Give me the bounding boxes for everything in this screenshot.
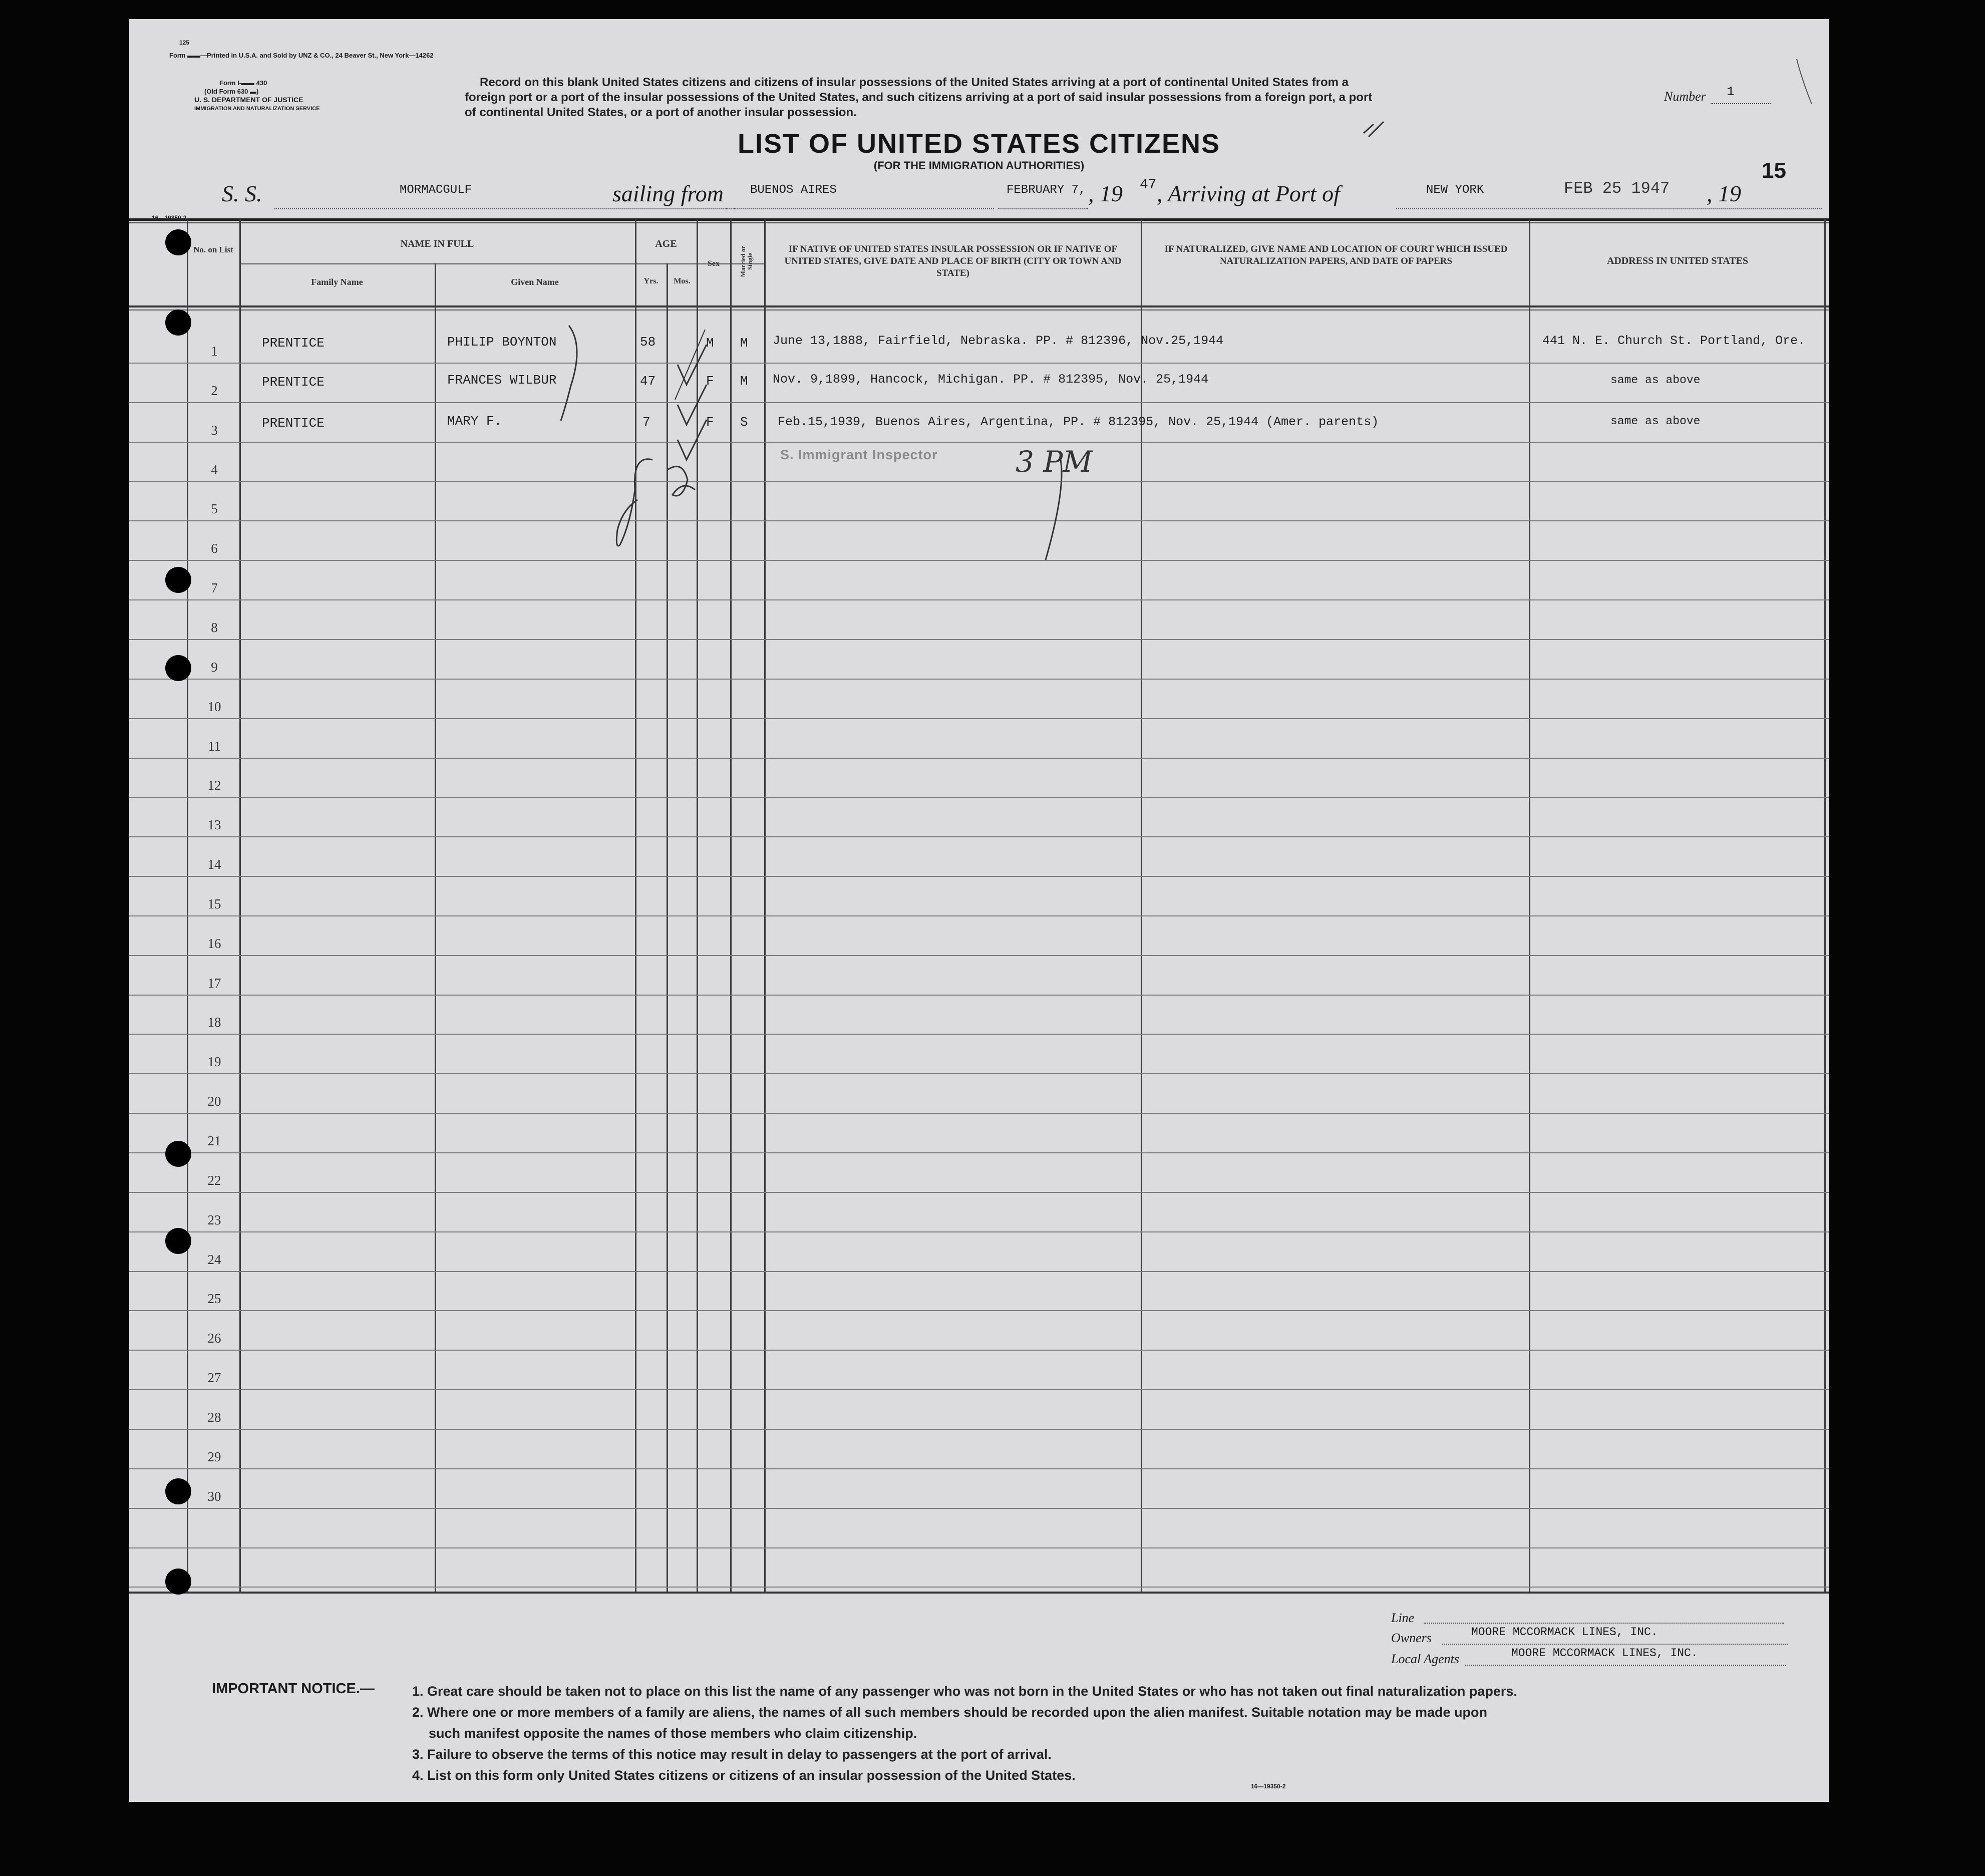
row-number: 3 (211, 423, 218, 438)
punch-hole (165, 1569, 191, 1595)
col-family-name: Family Name (311, 277, 363, 287)
row-rule (129, 836, 1829, 837)
row-number: 23 (207, 1212, 221, 1227)
row-number: 26 (207, 1331, 221, 1346)
line-label: Line (1391, 1611, 1415, 1625)
row-number: 19 (207, 1054, 221, 1069)
ss-label: S. S. (222, 181, 262, 206)
row-number: 28 (207, 1410, 221, 1425)
year-prefix: , 19 (1088, 181, 1123, 206)
marital-status-cell: M (740, 336, 748, 351)
row-rule (129, 1429, 1829, 1430)
department-name: U. S. DEPARTMENT OF JUSTICE (194, 96, 303, 104)
row-rule (129, 797, 1829, 798)
number-value: 1 (1727, 84, 1735, 99)
notice-item: 2. Where one or more members of a family are aliens, the names of all such members should be recorded upon the alien manifest. Suitable notation may be made upon (412, 1705, 1488, 1720)
page-subtitle: (FOR THE IMMIGRATION AUTHORITIES) (873, 159, 1085, 172)
col-name-in-full: NAME IN FULL (400, 238, 474, 249)
year-suffix: 47 (1140, 177, 1157, 193)
row-rule (129, 758, 1829, 759)
inspector-signature (616, 459, 652, 546)
age-years-cell: 47 (640, 374, 656, 389)
page-title: LIST OF UNITED STATES CITIZENS (738, 129, 1220, 159)
address-cell: 441 N. E. Church St. Portland, Ore. (1542, 334, 1806, 348)
row-number: 17 (207, 976, 221, 991)
col-age: AGE (655, 238, 677, 249)
row-rule (129, 876, 1829, 877)
notice-item: such manifest opposite the names of those members who claim citizenship. (429, 1726, 917, 1741)
sex-cell: F (706, 374, 714, 389)
local-agents-value: MOORE MCCORMACK LINES, INC. (1511, 1647, 1698, 1660)
row-number: 7 (211, 580, 218, 595)
marital-status-cell: M (740, 374, 748, 389)
departure-date: FEBRUARY 7, (1007, 183, 1086, 197)
check-mark (678, 385, 707, 425)
row-rule (129, 1587, 1829, 1588)
row-rule (129, 915, 1829, 916)
address-cell: same as above (1610, 415, 1701, 428)
notice-item: 1. Great care should be taken not to place on this list the name of any passenger who was not born in the United States or who has not taken out final naturalization papers. (412, 1684, 1517, 1699)
arrival-port: NEW YORK (1426, 183, 1484, 197)
row-number: 14 (207, 857, 221, 872)
row-number: 8 (211, 620, 218, 635)
punch-hole (165, 1478, 191, 1504)
form-number: Form I-▬▬ 430 (219, 79, 267, 87)
age-years-cell: 58 (640, 335, 656, 350)
notice-item: 4. List on this form only United States citizens or citizens of an insular possession of the United States. (412, 1768, 1076, 1783)
age-years-cell: 7 (642, 415, 650, 430)
row-rule (129, 1073, 1829, 1074)
notice-item: 3. Failure to observe the terms of this notice may result in delay to passengers at the port of arrival. (412, 1747, 1052, 1762)
marital-status-cell: S (740, 415, 748, 430)
old-form-number: (Old Form 630 ▬) (204, 88, 259, 95)
row-number: 22 (207, 1173, 221, 1188)
sailing-from-label: sailing from (612, 181, 724, 206)
punch-hole (165, 1141, 191, 1167)
handwritten-time: 3 PM (1016, 445, 1093, 479)
row-rule (129, 1113, 1829, 1114)
row-number: 13 (207, 817, 221, 832)
row-rule (129, 1152, 1829, 1153)
family-name-cell: PRENTICE (262, 336, 324, 351)
row-number: 12 (207, 778, 221, 793)
arrival-date-stamp: FEB 25 1947 (1564, 179, 1670, 198)
service-name: IMMIGRATION AND NATURALIZATION SERVICE (194, 106, 320, 112)
family-name-cell: PRENTICE (262, 416, 324, 431)
notice-code: 16—19350-2 (1251, 1783, 1286, 1790)
row-rule (129, 1468, 1829, 1469)
bracket-mark (561, 326, 577, 421)
punch-hole (165, 655, 191, 681)
inspector-stamp: S. Immigrant Inspector (780, 447, 938, 462)
birth-details-cell: Nov. 9,1899, Hancock, Michigan. PP. # 812395, Nov. 25,1944 (773, 372, 1209, 387)
punch-hole (165, 309, 191, 336)
row-rule (129, 1034, 1829, 1035)
row-rule (129, 1231, 1829, 1232)
row-rule (129, 955, 1829, 956)
page-number: 15 (1762, 158, 1786, 183)
notice-heading: IMPORTANT NOTICE.— (212, 1681, 375, 1697)
row-rule (129, 1310, 1829, 1311)
record-instructions: Record on this blank United States citizens and citizens of insular possessions of the United States arriving at a port of continental United States from a foreign port or a port of the insular possessions of the United States, and such citizens arriving at a port of said insular possessions from a foreign port, a port of continental United States, or a port of another insular possession. (465, 76, 1373, 119)
row-number: 2 (211, 383, 218, 398)
row-rule (129, 1389, 1829, 1390)
year-suffix-2: , 19 (1707, 181, 1741, 206)
row-number: 20 (207, 1094, 221, 1109)
row-number: 24 (207, 1252, 221, 1267)
birth-details-cell: June 13,1888, Fairfield, Nebraska. PP. # 812396, Nov.25,1944 (773, 334, 1224, 348)
margin-code: 16—19350-2 (152, 214, 187, 221)
row-rule (129, 1508, 1829, 1509)
local-agents-label: Local Agents (1391, 1652, 1460, 1666)
punch-hole (165, 229, 191, 255)
address-cell: same as above (1610, 374, 1701, 387)
punch-hole (165, 1228, 191, 1254)
col-mos: Mos. (674, 277, 691, 285)
row-rule (129, 718, 1829, 719)
sex-cell: F (706, 415, 714, 430)
owners-value: MOORE MCCORMACK LINES, INC. (1471, 1626, 1658, 1639)
row-number: 4 (211, 462, 218, 477)
col-naturalized: IF NATURALIZED, GIVE NAME AND LOCATION OF COURT WHICH ISSUED NATURALIZATION PAPERS, AND DATE OF PAPERS (1164, 244, 1508, 266)
sex-cell: M (706, 336, 714, 351)
row-number: 18 (207, 1015, 221, 1030)
birth-details-cell: Feb.15,1939, Buenos Aires, Argentina, PP. # 812395, Nov. 25,1944 (Amer. parents) (778, 415, 1379, 429)
row-rule (129, 1271, 1829, 1272)
row-rule (129, 995, 1829, 996)
row-number: 16 (207, 936, 221, 951)
row-rule (129, 1350, 1829, 1351)
col-address: ADDRESS IN UNITED STATES (1606, 255, 1749, 266)
row-number: 25 (207, 1291, 221, 1306)
given-name-cell: FRANCES WILBUR (447, 373, 557, 388)
form-code-top: 125 (179, 39, 190, 46)
row-number: 29 (207, 1449, 221, 1464)
family-name-cell: PRENTICE (262, 375, 324, 390)
arriving-label: , Arriving at Port of (1157, 181, 1340, 206)
col-no-on-list: No. on List (193, 245, 233, 254)
owners-label: Owners (1391, 1631, 1432, 1645)
row-number: 27 (207, 1370, 221, 1385)
col-native-birth: IF NATIVE OF UNITED STATES INSULAR POSSESSION OR IF NATIVE OF UNITED STATES, GIVE DATE AND PLACE OF BIRTH (CITY OR TOWN AND STATE) (784, 244, 1122, 278)
manifest-page (129, 19, 1829, 1802)
row-number: 6 (211, 541, 218, 556)
given-name-cell: PHILIP BOYNTON (447, 335, 557, 350)
row-number: 9 (211, 660, 218, 675)
col-yrs: Yrs. (643, 277, 658, 285)
row-number: 1 (211, 344, 218, 359)
row-number: 15 (207, 896, 221, 911)
row-number: 11 (208, 739, 221, 754)
row-number: 21 (207, 1133, 221, 1148)
notice-list (412, 1681, 1517, 1786)
check-mark (678, 345, 707, 385)
departure-port: BUENOS AIRES (750, 183, 837, 197)
row-rule (129, 639, 1829, 640)
number-label: Number (1664, 89, 1706, 104)
row-number: 30 (207, 1489, 221, 1504)
row-rule (129, 679, 1829, 680)
row-rule (129, 1547, 1829, 1548)
form-printer-line: Form ▬▬—Printed in U.S.A. and Sold by UNZ & CO., 24 Beaver St., New York—14262 (169, 52, 434, 59)
row-number: 5 (211, 501, 218, 516)
col-married-single: Married or Single (739, 245, 754, 277)
handwriting-marks (129, 19, 1829, 620)
check-mark (678, 420, 707, 460)
col-sex: Sex (708, 259, 720, 268)
ship-name: MORMACGULF (400, 183, 472, 197)
given-name-cell: MARY F. (447, 414, 502, 429)
col-given-name: Given Name (511, 277, 559, 287)
row-rule (129, 1192, 1829, 1193)
punch-hole (165, 567, 191, 593)
row-number: 10 (207, 699, 221, 714)
